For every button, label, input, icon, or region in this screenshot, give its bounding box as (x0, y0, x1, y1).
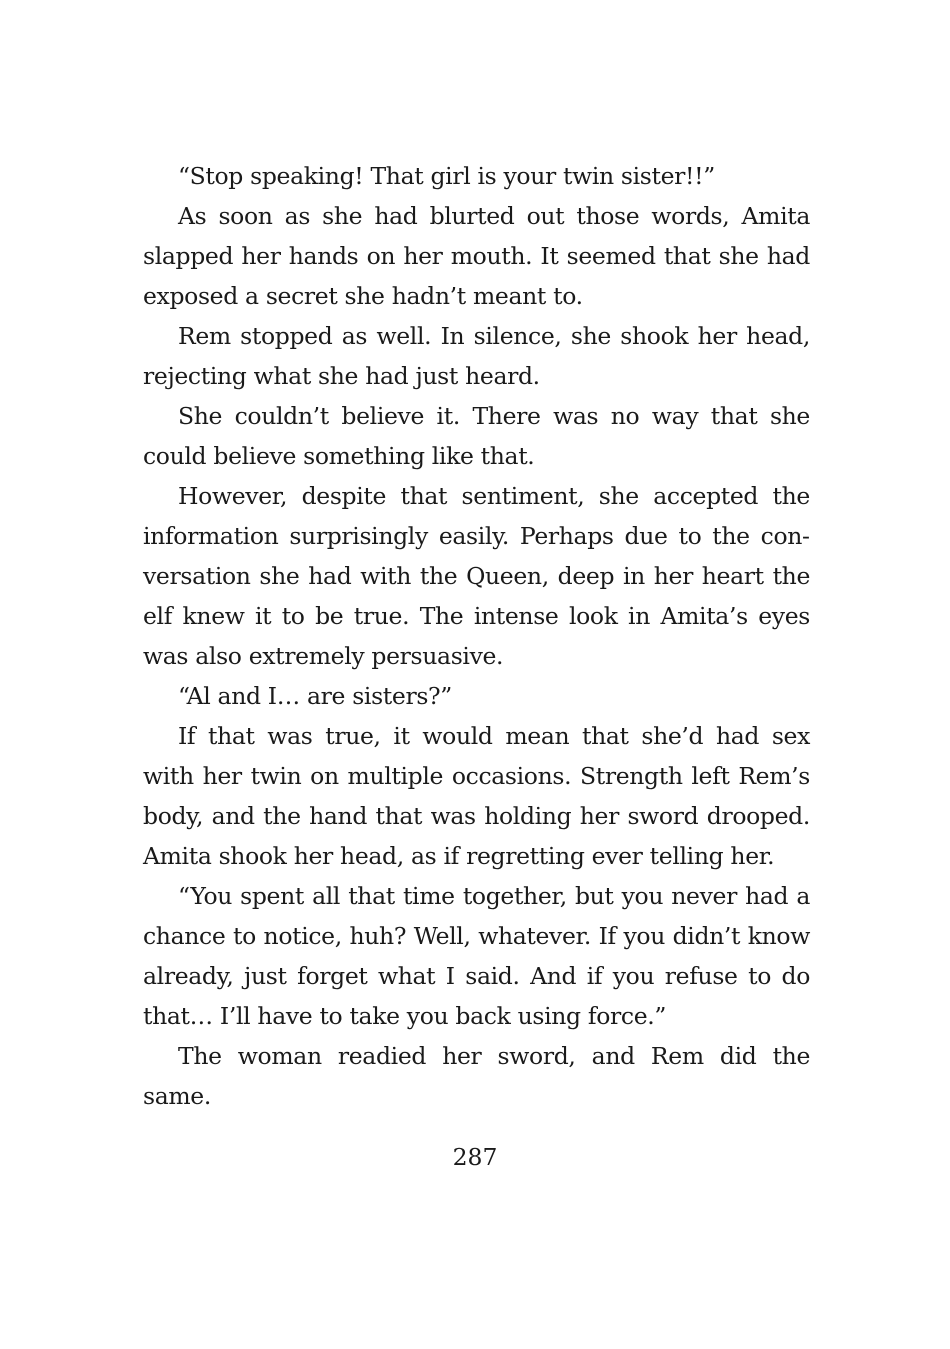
paragraph: Rem stopped as well. In silence, she shook her head, rejecting what she had just heard. (143, 322, 810, 390)
paragraph: She couldn’t believe it. There was no way that she could believe something like that. (143, 402, 810, 470)
paragraph: The woman readied her sword, and Rem did the same. (143, 1042, 810, 1110)
paragraph: However, despite that sentiment, she accepted the information surprisingly easily. Perhaps due to the conversation she had with the Queen, deep in her heart the elf knew it to be true. The intense look in Amita’s eyes was also extremely persuasive. (143, 482, 810, 670)
paragraph: “Stop speaking! That girl is your twin sister!!” (178, 162, 715, 190)
paragraph: If that was true, it would mean that she’d had sex with her twin on multiple occasions. Strength left Rem’s body, and the hand that was holding her sword drooped. Amita shook her head, as if regretting ever telling her. (143, 722, 810, 870)
body-text (143, 156, 810, 1116)
page-number: 287 (452, 1143, 498, 1171)
paragraph: “You spent all that time together, but you never had a chance to notice, huh? Well, whatever. If you didn’t know already, just forget what I said. And if you refuse to do that… I’ll have to take you back using force.” (143, 882, 810, 1030)
paragraph: “Al and I… are sisters?” (178, 682, 452, 710)
paragraph: As soon as she had blurted out those words, Amita slapped her hands on her mouth. It seemed that she had exposed a secret she hadn’t meant to. (143, 202, 810, 310)
